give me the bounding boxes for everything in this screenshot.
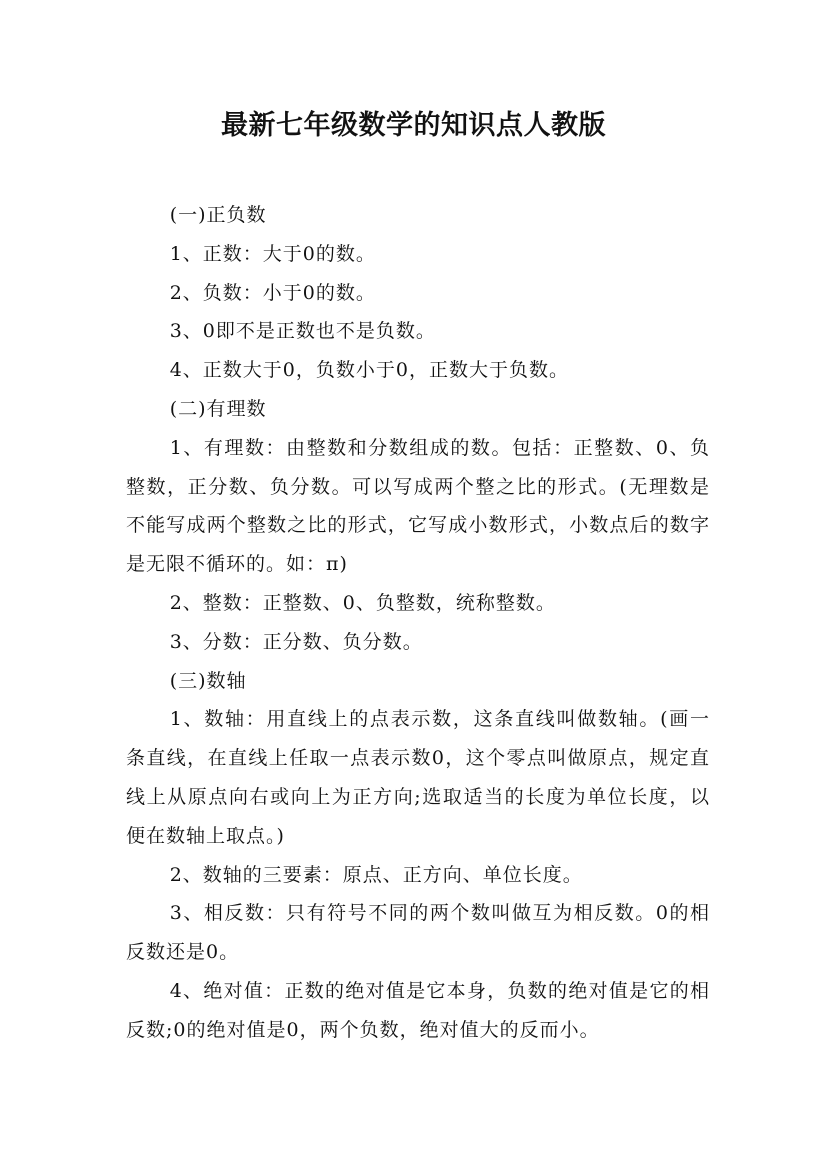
paragraph: 4、绝对值：正数的绝对值是它本身，负数的绝对值是它的相反数;0的绝对值是0，两个负数，绝对值大的反而小。	[126, 979, 710, 1041]
paragraph: 1、有理数：由整数和分数组成的数。包括：正整数、0、负整数，正分数、负分数。可以写成两个整之比的形式。(无理数是不能写成两个整数之比的形式，它写成小数形式，小数点后的数字是无限不循环的。如：π)	[126, 436, 710, 576]
paragraph: 4、正数大于0，负数小于0，正数大于负数。	[169, 359, 569, 382]
paragraph: 2、数轴的三要素：原点、正方向、单位长度。	[169, 863, 583, 886]
paragraph: 2、负数：小于0的数。	[169, 281, 376, 304]
document-title: 最新七年级数学的知识点人教版	[221, 110, 606, 141]
paragraph: 3、分数：正分数、负分数。	[169, 630, 423, 653]
paragraph: 3、相反数：只有符号不同的两个数叫做互为相反数。0的相反数还是0。	[126, 902, 710, 964]
paragraph: 1、数轴：用直线上的点表示数，这条直线叫做数轴。(画一条直线，在直线上任取一点表示数0，这个零点叫做原点，规定直线上从原点向右或向上为正方向;选取适当的长度为单位长度，以便在数轴上取点。)	[126, 708, 710, 847]
paragraph: 3、0即不是正数也不是负数。	[169, 320, 436, 343]
section-heading: (二)有理数	[169, 397, 267, 420]
section-heading: (一)正负数	[169, 204, 267, 226]
section-heading: (三)数轴	[169, 669, 247, 692]
document-body	[126, 196, 710, 1050]
paragraph: 1、正数：大于0的数。	[169, 242, 376, 265]
paragraph: 2、整数：正整数、0、负整数，统称整数。	[169, 591, 556, 614]
